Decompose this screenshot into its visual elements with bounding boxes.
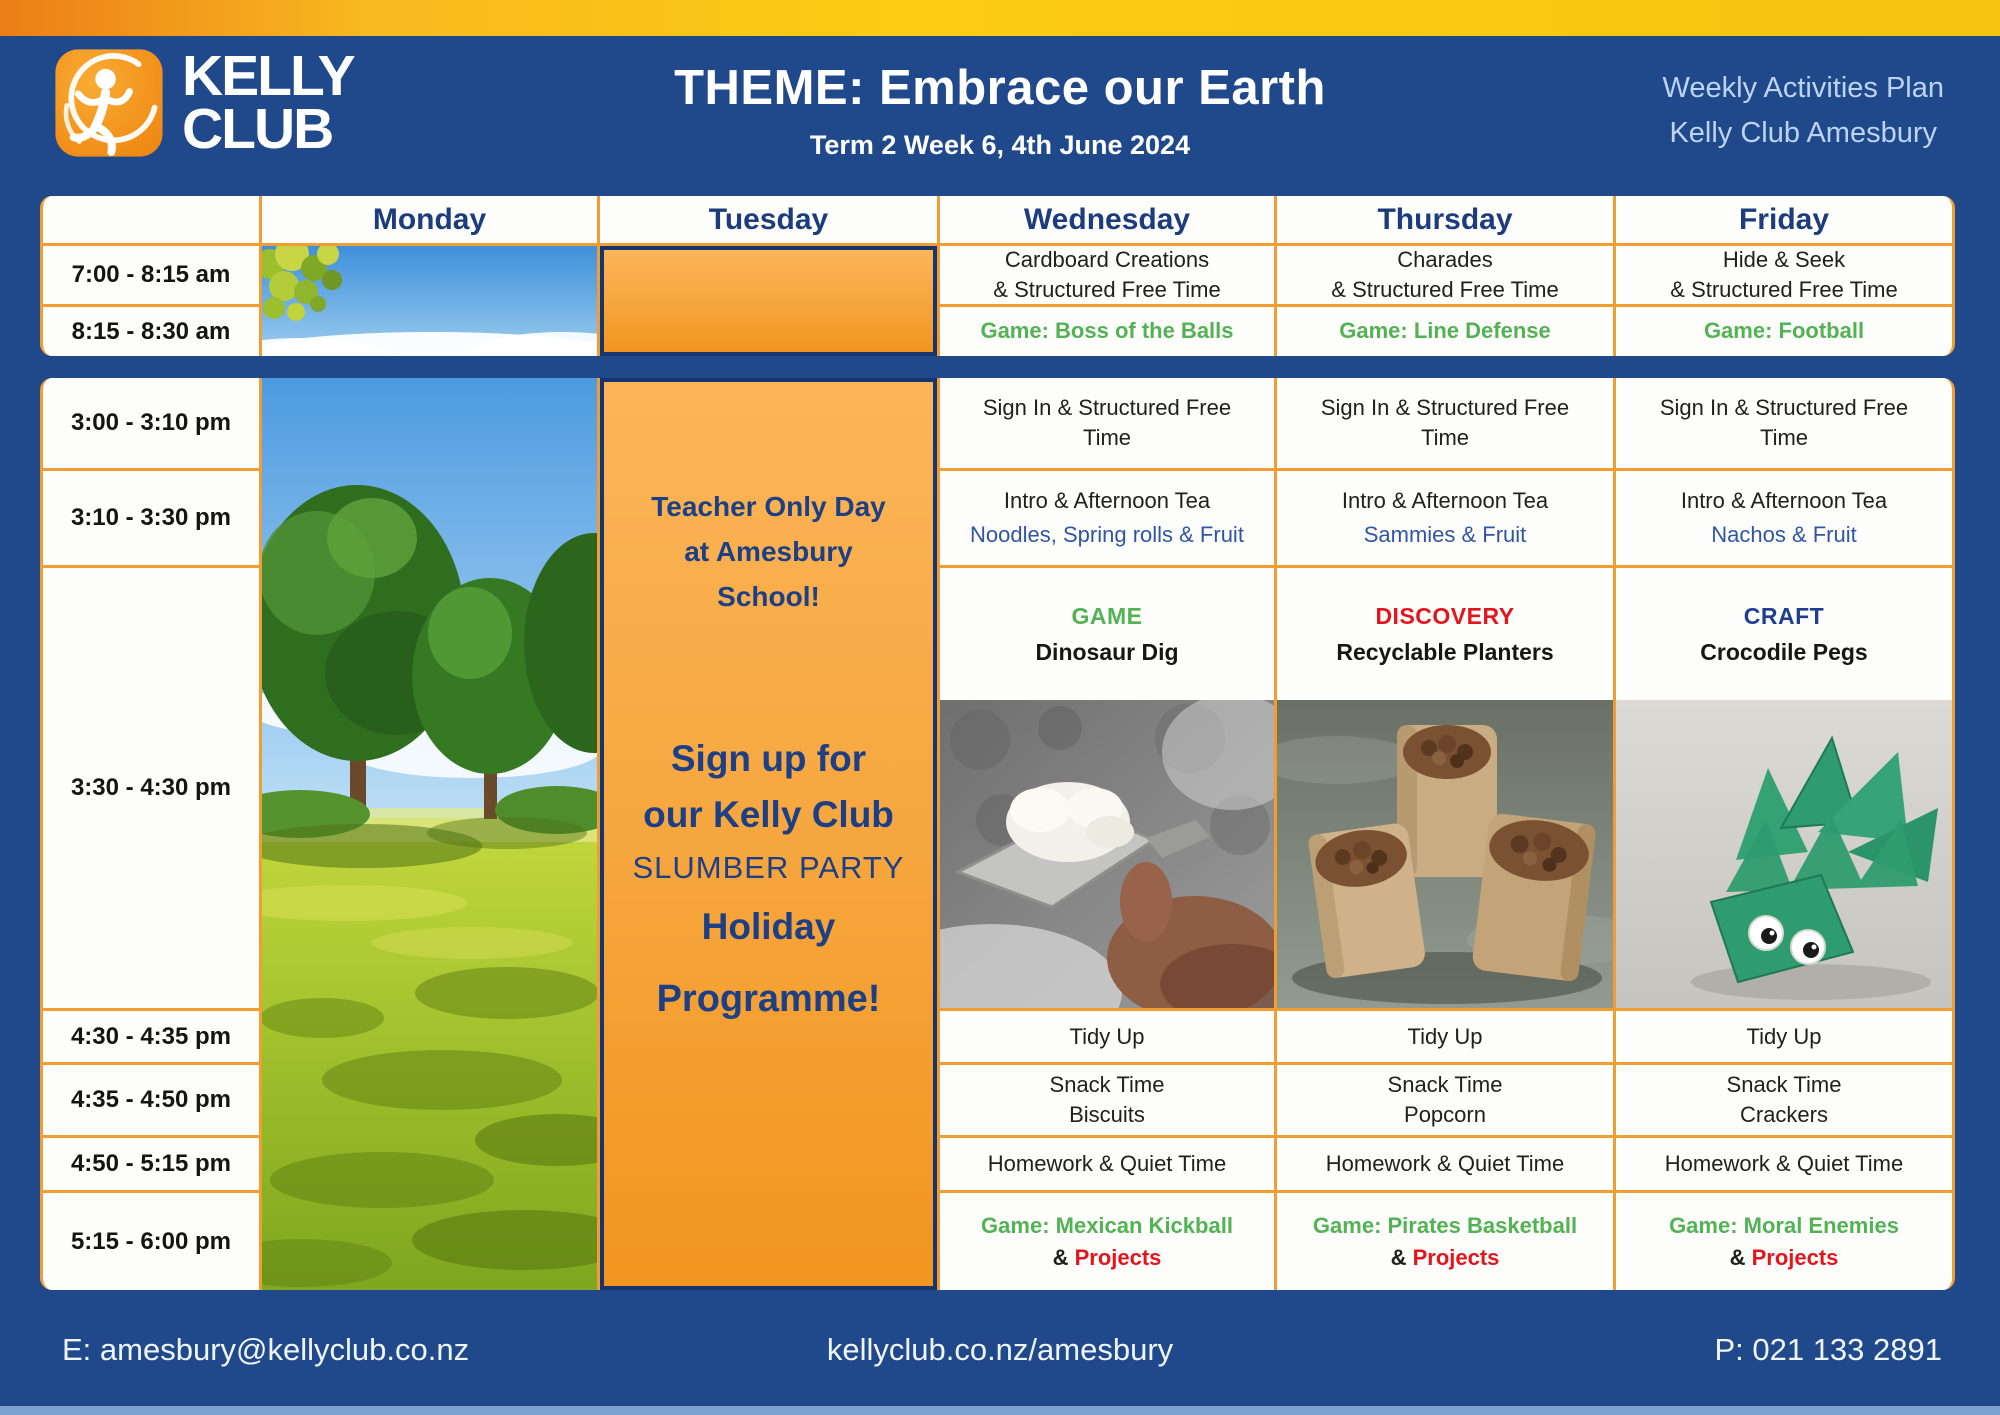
sky-branch-photo bbox=[262, 246, 597, 356]
time-slot-label: 8:15 - 8:30 am bbox=[43, 307, 259, 356]
tuesday-closed-block-morning bbox=[600, 246, 937, 356]
food-label: Sammies & Fruit bbox=[1363, 522, 1527, 547]
top-gradient-bar bbox=[0, 0, 2000, 36]
main-activity-cell bbox=[1616, 568, 1952, 1008]
activity-label: & Structured Free Time bbox=[993, 277, 1221, 302]
crocodile-pegs-photo bbox=[1616, 700, 1952, 1008]
snack-food-label: Biscuits bbox=[1069, 1102, 1145, 1127]
activity-cell bbox=[1616, 246, 1952, 304]
notice-line: our Kelly Club bbox=[643, 793, 894, 835]
signin-label: Sign In & Structured Free bbox=[1320, 395, 1570, 421]
signin-label: Time bbox=[1759, 425, 1809, 450]
snack-food-label: Crackers bbox=[1739, 1102, 1828, 1127]
day-header-tuesday: Tuesday bbox=[600, 196, 937, 243]
tidy-up-cell: Tidy Up bbox=[1616, 1011, 1952, 1062]
time-slot-label: 3:10 - 3:30 pm bbox=[43, 471, 259, 565]
activity-type-label: DISCOVERY bbox=[1375, 602, 1515, 629]
game-label: Game: Boss of the Balls bbox=[940, 307, 1274, 356]
game-label: Game: Pirates Basketball bbox=[1312, 1213, 1578, 1239]
day-header-wednesday: Wednesday bbox=[940, 196, 1274, 243]
plan-location: Kelly Club Amesbury bbox=[1669, 116, 1938, 149]
activity-name-label: Crocodile Pegs bbox=[1700, 638, 1868, 665]
page-title: THEME: Embrace our Earth bbox=[674, 61, 1326, 115]
time-slot-label: 4:35 - 4:50 pm bbox=[43, 1065, 259, 1135]
recyclable-planters-photo bbox=[1277, 700, 1613, 1008]
logo-wordmark bbox=[182, 44, 354, 161]
afternoon-tea-cell bbox=[1616, 471, 1952, 565]
notice-line: at Amesbury bbox=[684, 535, 853, 567]
notice-line: Teacher Only Day bbox=[651, 491, 886, 522]
logo-line2: CLUB bbox=[182, 97, 333, 161]
time-slot-label: 4:30 - 4:35 pm bbox=[43, 1011, 259, 1062]
notice-line: School! bbox=[717, 580, 820, 612]
dinosaur-dig-photo bbox=[940, 700, 1274, 1008]
evening-game-cell bbox=[940, 1193, 1274, 1290]
intro-label: Intro & Afternoon Tea bbox=[1341, 488, 1549, 514]
homework-cell: Homework & Quiet Time bbox=[1277, 1138, 1613, 1190]
snack-label: Snack Time bbox=[1387, 1072, 1503, 1098]
website-url: kellyclub.co.nz/amesbury bbox=[826, 1332, 1174, 1367]
time-slot-label: 7:00 - 8:15 am bbox=[43, 246, 259, 304]
main-activity-cell bbox=[1277, 568, 1613, 1008]
evening-game-cell bbox=[1277, 1193, 1613, 1290]
bottom-strip bbox=[0, 1406, 2000, 1415]
intro-label: Intro & Afternoon Tea bbox=[1680, 488, 1888, 514]
signin-label: Time bbox=[1082, 425, 1132, 450]
time-slot-label: 3:00 - 3:10 pm bbox=[43, 378, 259, 468]
notice-line: SLUMBER PARTY bbox=[632, 850, 905, 886]
signin-cell bbox=[940, 378, 1274, 468]
contact-phone: P: 021 133 2891 bbox=[1714, 1332, 1942, 1367]
day-header-thursday: Thursday bbox=[1277, 196, 1613, 243]
activity-name-label: Recyclable Planters bbox=[1336, 638, 1554, 665]
activity-type-label: GAME bbox=[1071, 602, 1143, 629]
day-header-friday: Friday bbox=[1616, 196, 1952, 243]
signin-label: Sign In & Structured Free bbox=[982, 395, 1232, 421]
evening-game-cell bbox=[1616, 1193, 1952, 1290]
game-label: Game: Moral Enemies bbox=[1669, 1213, 1899, 1239]
signin-cell bbox=[1277, 378, 1613, 468]
snack-cell bbox=[940, 1065, 1274, 1135]
plan-heading bbox=[1662, 66, 1944, 156]
activity-label: Charades bbox=[1397, 247, 1493, 273]
snack-cell bbox=[1616, 1065, 1952, 1135]
kelly-club-logo bbox=[52, 46, 354, 160]
ampersand-label: & bbox=[1729, 1244, 1746, 1270]
plan-title: Weekly Activities Plan bbox=[1662, 72, 1944, 104]
activity-name-label: Dinosaur Dig bbox=[1035, 638, 1179, 665]
notice-line: Holiday bbox=[701, 906, 836, 948]
activity-cell bbox=[1277, 246, 1613, 304]
homework-cell: Homework & Quiet Time bbox=[940, 1138, 1274, 1190]
signin-cell bbox=[1616, 378, 1952, 468]
time-slot-label: 4:50 - 5:15 pm bbox=[43, 1138, 259, 1190]
time-slot-label: 5:15 - 6:00 pm bbox=[43, 1193, 259, 1290]
food-label: Noodles, Spring rolls & Fruit bbox=[970, 522, 1244, 547]
snack-label: Snack Time bbox=[1049, 1072, 1165, 1098]
tidy-up-cell: Tidy Up bbox=[1277, 1011, 1613, 1062]
park-trees-photo bbox=[262, 378, 597, 1290]
notice-line: Programme! bbox=[656, 978, 881, 1021]
activity-label: Cardboard Creations bbox=[1004, 247, 1210, 273]
projects-label: Projects bbox=[1074, 1244, 1162, 1270]
ampersand-label: & bbox=[1390, 1244, 1407, 1270]
game-label: Game: Football bbox=[1616, 307, 1952, 356]
schedule-table-morning bbox=[40, 196, 1955, 356]
signin-label: Sign In & Structured Free bbox=[1659, 395, 1909, 421]
contact-email: E: amesbury@kellyclub.co.nz bbox=[62, 1332, 470, 1367]
tuesday-notice bbox=[600, 378, 937, 1290]
activity-label: Hide & Seek bbox=[1722, 247, 1846, 273]
afternoon-tea-cell bbox=[940, 471, 1274, 565]
ampersand-label: & bbox=[1052, 1244, 1069, 1270]
food-label: Nachos & Fruit bbox=[1711, 522, 1857, 547]
activity-label: & Structured Free Time bbox=[1670, 277, 1898, 302]
day-header-monday: Monday bbox=[262, 196, 597, 243]
activity-label: & Structured Free Time bbox=[1331, 277, 1559, 302]
tidy-up-cell: Tidy Up bbox=[940, 1011, 1274, 1062]
afternoon-tea-cell bbox=[1277, 471, 1613, 565]
activity-cell bbox=[940, 246, 1274, 304]
projects-label: Projects bbox=[1751, 1244, 1839, 1270]
time-slot-label: 3:30 - 4:30 pm bbox=[43, 568, 259, 1008]
game-label: Game: Mexican Kickball bbox=[981, 1213, 1233, 1239]
schedule-table-afternoon bbox=[40, 378, 1955, 1290]
page-subtitle: Term 2 Week 6, 4th June 2024 bbox=[809, 130, 1191, 160]
snack-label: Snack Time bbox=[1726, 1072, 1842, 1098]
homework-cell: Homework & Quiet Time bbox=[1616, 1138, 1952, 1190]
signin-label: Time bbox=[1420, 425, 1470, 450]
game-label: Game: Line Defense bbox=[1277, 307, 1613, 356]
logo-line1: KELLY bbox=[182, 44, 354, 108]
time-header-cell bbox=[43, 196, 259, 243]
intro-label: Intro & Afternoon Tea bbox=[1003, 488, 1211, 514]
main-activity-cell bbox=[940, 568, 1274, 1008]
snack-food-label: Popcorn bbox=[1404, 1102, 1486, 1127]
running-child-icon bbox=[52, 46, 166, 160]
snack-cell bbox=[1277, 1065, 1613, 1135]
projects-label: Projects bbox=[1412, 1244, 1500, 1270]
notice-line: Sign up for bbox=[670, 738, 867, 780]
activity-type-label: CRAFT bbox=[1743, 602, 1825, 629]
